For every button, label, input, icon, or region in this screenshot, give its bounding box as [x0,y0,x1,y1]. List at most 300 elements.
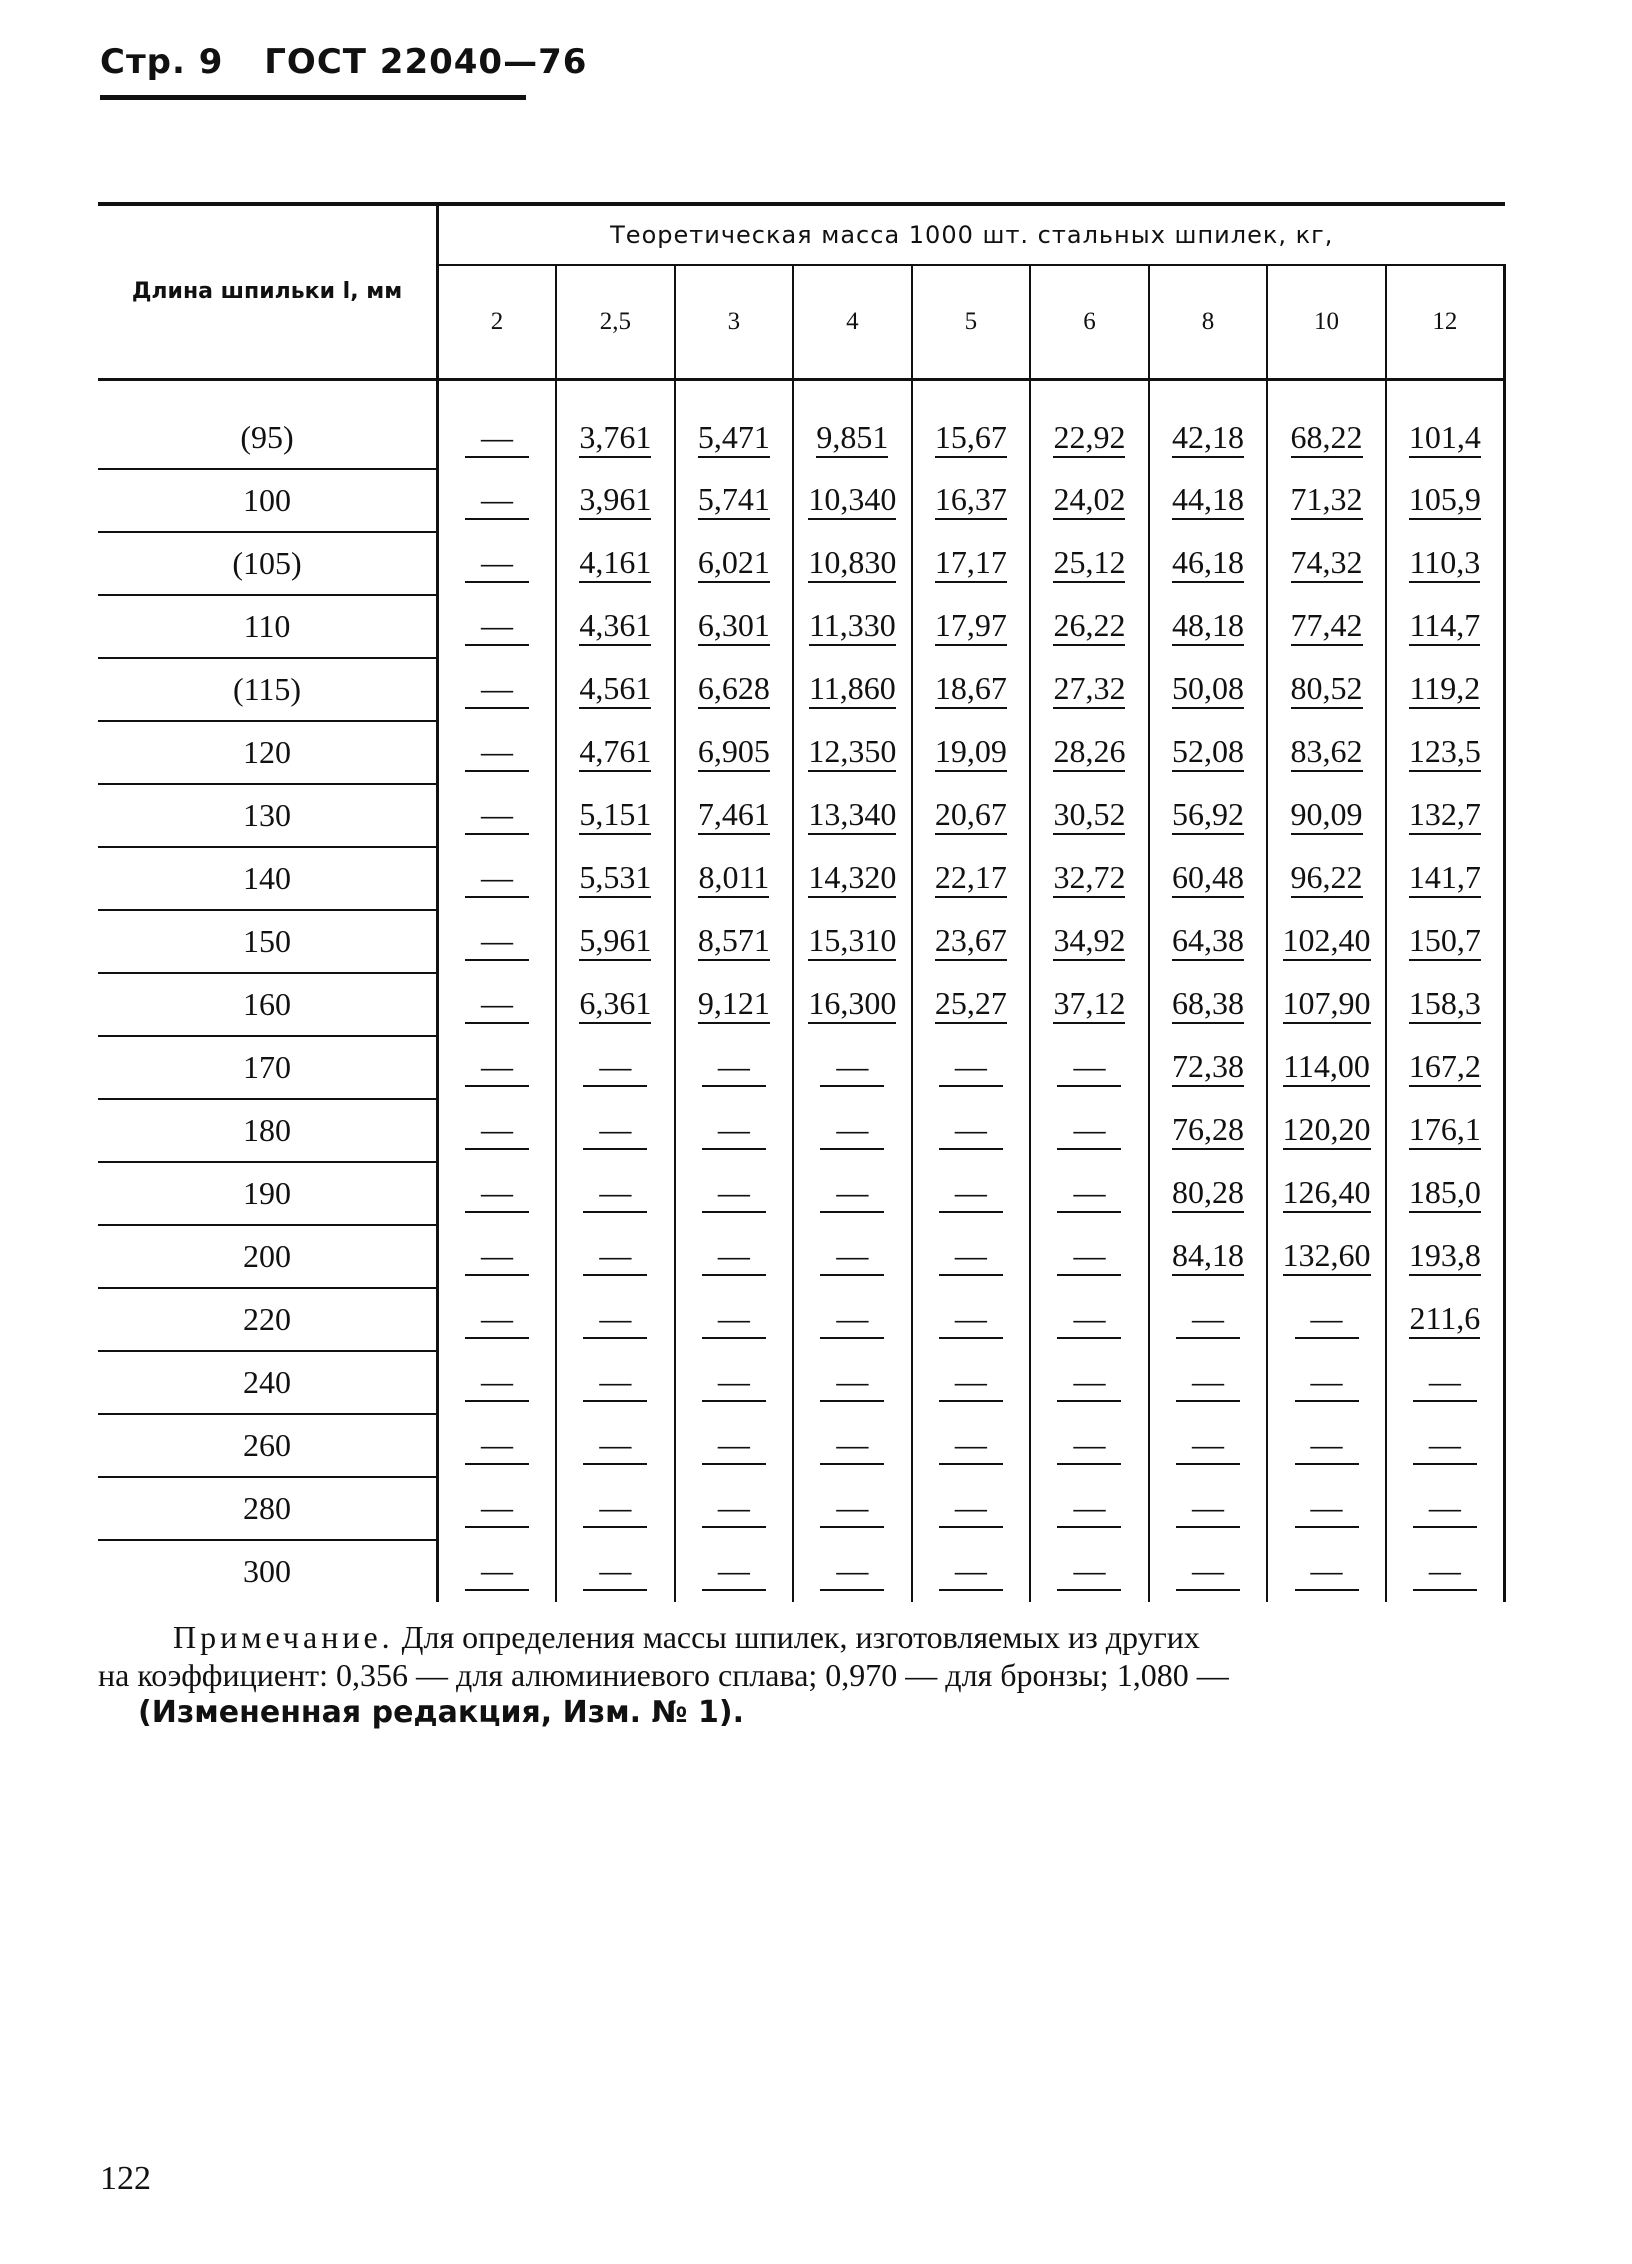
mass-cell [793,1288,912,1351]
page-label: Стр. 9 [100,42,224,82]
mass-value: — [465,1111,529,1150]
mass-cell [1267,1540,1386,1602]
mass-value: 176,1 [1409,1111,1481,1150]
mass-value: 105,9 [1409,481,1481,520]
mass-cell [1149,658,1268,721]
mass-value: — [702,1552,766,1591]
table-row [98,532,1505,595]
mass-cell [1149,595,1268,658]
mass-value: — [1057,1174,1121,1213]
mass-cell [675,784,794,847]
mass-cell [912,973,1031,1036]
mass-value: 68,22 [1291,419,1363,458]
mass-value: 23,67 [935,922,1007,961]
diameter-header: 8 [1149,265,1268,380]
page-header [100,42,615,82]
mass-cell [1386,380,1505,470]
mass-cell [1267,910,1386,973]
standard-number: ГОСТ 22040—76 [264,42,588,82]
mass-value: 6,905 [698,733,770,772]
mass-cell [793,910,912,973]
mass-cell [438,1099,557,1162]
table-body [98,380,1505,1603]
length-cell: 280 [98,1477,438,1540]
mass-value: — [1057,1048,1121,1087]
mass-value: 126,40 [1283,1174,1371,1213]
mass-value: 77,42 [1291,607,1363,646]
mass-value: — [465,1489,529,1528]
mass-value: — [465,733,529,772]
mass-cell [1386,973,1505,1036]
mass-cell [1149,910,1268,973]
mass-cell [675,380,794,470]
mass-cell [1386,1351,1505,1414]
table-row [98,1414,1505,1477]
mass-value: — [820,1174,884,1213]
mass-value: 37,12 [1053,985,1125,1024]
mass-cell [1149,1414,1268,1477]
mass-cell [912,469,1031,532]
length-cell: 190 [98,1162,438,1225]
mass-cell [556,721,675,784]
mass-cell [1267,469,1386,532]
mass-value: 22,92 [1053,419,1125,458]
mass-value: — [1057,1426,1121,1465]
mass-value: 123,5 [1409,733,1481,772]
mass-cell [1149,1225,1268,1288]
mass-cell [556,1288,675,1351]
header-rule [100,95,526,100]
mass-value: 110,3 [1409,544,1480,583]
mass-cell [1149,469,1268,532]
mass-value: 19,09 [935,733,1007,772]
mass-value: — [465,419,529,458]
mass-cell [556,1414,675,1477]
table-row [98,380,1505,470]
length-cell: (95) [98,380,438,470]
mass-value: 102,40 [1283,922,1371,961]
note-revision: (Измененная редакция, Изм. № 1). [138,1695,745,1730]
mass-cell [675,595,794,658]
mass-cell [793,973,912,1036]
mass-cell [1386,1540,1505,1602]
table-row [98,973,1505,1036]
mass-cell [438,658,557,721]
mass-cell [675,847,794,910]
mass-value: — [465,544,529,583]
mass-cell [438,1162,557,1225]
mass-cell [556,847,675,910]
length-cell: 150 [98,910,438,973]
mass-cell [438,1477,557,1540]
mass-value: 52,08 [1172,733,1244,772]
mass-value: — [939,1426,1003,1465]
mass-value: 5,741 [698,481,770,520]
mass-value: 5,961 [579,922,651,961]
mass-cell [912,532,1031,595]
length-cell: 130 [98,784,438,847]
mass-cell [1030,1540,1149,1602]
table-row [98,1162,1505,1225]
table-row [98,1351,1505,1414]
mass-cell [556,595,675,658]
mass-cell [1267,1162,1386,1225]
mass-cell [1267,532,1386,595]
mass-value: — [702,1426,766,1465]
mass-cell [438,1288,557,1351]
mass-cell [438,1414,557,1477]
mass-cell [793,1414,912,1477]
mass-value: — [702,1489,766,1528]
mass-cell [675,721,794,784]
mass-cell [1149,1099,1268,1162]
mass-cell [793,1540,912,1602]
length-cell: 180 [98,1099,438,1162]
table-row [98,1099,1505,1162]
mass-value: 3,961 [579,481,651,520]
mass-value: 4,161 [579,544,651,583]
mass-value: — [1295,1552,1359,1591]
mass-value: 120,20 [1283,1111,1371,1150]
mass-value: — [1413,1489,1477,1528]
mass-value: 16,300 [808,985,896,1024]
mass-cell [1267,1099,1386,1162]
length-column-header: Длина шпильки l, мм [98,204,438,380]
mass-cell [556,1099,675,1162]
mass-value: 6,361 [579,985,651,1024]
mass-value: — [702,1363,766,1402]
mass-cell [1030,910,1149,973]
mass-value: 16,37 [935,481,1007,520]
mass-value: — [465,922,529,961]
mass-value: — [702,1237,766,1276]
mass-value: — [702,1111,766,1150]
mass-cell [1030,973,1149,1036]
mass-cell [912,1414,1031,1477]
mass-cell [1030,532,1149,595]
mass-value: — [1176,1426,1240,1465]
mass-value: 25,12 [1053,544,1125,583]
mass-value: — [465,859,529,898]
length-cell: 120 [98,721,438,784]
mass-cell [1267,1288,1386,1351]
diameter-header: 12 [1386,265,1505,380]
mass-cell [675,1099,794,1162]
mass-value: 4,361 [579,607,651,646]
mass-value: 34,92 [1053,922,1125,961]
mass-value: 80,28 [1172,1174,1244,1213]
mass-value: 8,011 [698,859,769,898]
mass-cell [1267,1477,1386,1540]
table-row [98,1477,1505,1540]
mass-cell [793,1099,912,1162]
mass-value: 27,32 [1053,670,1125,709]
mass-value: — [1057,1300,1121,1339]
mass-value: 211,6 [1409,1300,1480,1339]
mass-cell [1386,1225,1505,1288]
mass-value: — [939,1174,1003,1213]
mass-value: — [583,1363,647,1402]
mass-cell [1386,532,1505,595]
mass-cell [1030,1225,1149,1288]
mass-value: — [583,1489,647,1528]
mass-value: 5,151 [579,796,651,835]
mass-value: — [1176,1489,1240,1528]
mass-value: — [939,1237,1003,1276]
mass-value: — [820,1111,884,1150]
mass-value: 141,7 [1409,859,1481,898]
mass-value: — [583,1111,647,1150]
mass-cell [438,784,557,847]
mass-value: — [939,1111,1003,1150]
mass-value: 119,2 [1409,670,1480,709]
mass-cell [793,784,912,847]
mass-value: — [583,1552,647,1591]
length-cell: (105) [98,532,438,595]
mass-cell [556,784,675,847]
length-cell: 240 [98,1351,438,1414]
length-cell: 200 [98,1225,438,1288]
mass-value: 64,38 [1172,922,1244,961]
mass-value: — [465,607,529,646]
table-row [98,595,1505,658]
table-row [98,910,1505,973]
mass-cell [912,1099,1031,1162]
mass-value: 83,62 [1291,733,1363,772]
mass-cell [556,973,675,1036]
mass-cell [1386,1099,1505,1162]
mass-cell [438,1225,557,1288]
mass-value: 132,7 [1409,796,1481,835]
length-cell: 110 [98,595,438,658]
mass-cell [1149,1288,1268,1351]
mass-cell [793,1036,912,1099]
mass-value: 12,350 [808,733,896,772]
mass-cell [1386,1036,1505,1099]
length-cell: 260 [98,1414,438,1477]
mass-cell [675,973,794,1036]
mass-value: 84,18 [1172,1237,1244,1276]
mass-value: — [1057,1237,1121,1276]
mass-value: 71,32 [1291,481,1363,520]
mass-cell [1149,380,1268,470]
mass-cell [556,380,675,470]
length-cell: 220 [98,1288,438,1351]
mass-value: — [465,1363,529,1402]
mass-value: 28,26 [1053,733,1125,772]
mass-value: 46,18 [1172,544,1244,583]
mass-cell [1386,1162,1505,1225]
mass-cell [912,658,1031,721]
mass-value: 107,90 [1283,985,1371,1024]
mass-cell [438,380,557,470]
mass-cell [1030,1351,1149,1414]
mass-cell [912,1351,1031,1414]
mass-value: — [1057,1489,1121,1528]
page-number: 122 [100,2160,151,2197]
mass-value: — [1295,1300,1359,1339]
mass-value: 60,48 [1172,859,1244,898]
mass-cell [793,595,912,658]
table-row [98,1036,1505,1099]
mass-cell [438,973,557,1036]
mass-cell [438,1351,557,1414]
mass-cell [1267,1351,1386,1414]
mass-cell [1149,784,1268,847]
mass-cell [675,532,794,595]
mass-cell [793,721,912,784]
mass-value: 32,72 [1053,859,1125,898]
mass-cell [1030,1414,1149,1477]
mass-value: 56,92 [1172,796,1244,835]
mass-value: 5,471 [698,419,770,458]
mass-value: 167,2 [1409,1048,1481,1087]
mass-value: 5,531 [579,859,651,898]
mass-value: 9,851 [816,419,888,458]
mass-cell [1386,595,1505,658]
mass-value: — [465,1552,529,1591]
mass-value: 20,67 [935,796,1007,835]
mass-value: 42,18 [1172,419,1244,458]
mass-value: 4,761 [579,733,651,772]
mass-value: — [820,1552,884,1591]
mass-cell [793,1351,912,1414]
mass-cell [912,1288,1031,1351]
mass-cell [675,469,794,532]
mass-value: — [702,1048,766,1087]
mass-value: — [1057,1552,1121,1591]
table-row [98,1540,1505,1602]
mass-cell [912,1225,1031,1288]
mass-value: 22,17 [935,859,1007,898]
mass-cell [675,1477,794,1540]
mass-cell [556,532,675,595]
mass-cell [912,380,1031,470]
mass-cell [438,469,557,532]
diameter-header: 6 [1030,265,1149,380]
mass-value: — [1295,1426,1359,1465]
mass-value: 17,17 [935,544,1007,583]
mass-value: 30,52 [1053,796,1125,835]
mass-cell [556,1225,675,1288]
mass-cell [912,784,1031,847]
mass-cell [1149,721,1268,784]
mass-value: 8,571 [698,922,770,961]
mass-value: — [465,796,529,835]
mass-cell [1030,847,1149,910]
mass-value: 132,60 [1283,1237,1371,1276]
mass-value: — [702,1174,766,1213]
mass-cell [793,658,912,721]
mass-value: — [1413,1426,1477,1465]
table-header [98,204,1505,380]
mass-value: 96,22 [1291,859,1363,898]
mass-cell [1267,847,1386,910]
mass-cell [675,1288,794,1351]
mass-cell [793,1225,912,1288]
mass-cell [793,1477,912,1540]
mass-cell [438,595,557,658]
mass-value: 80,52 [1291,670,1363,709]
mass-cell [912,1477,1031,1540]
mass-value: — [820,1426,884,1465]
mass-cell [793,532,912,595]
mass-value: 76,28 [1172,1111,1244,1150]
mass-cell [1030,658,1149,721]
mass-value: — [939,1489,1003,1528]
mass-cell [793,380,912,470]
mass-cell [912,721,1031,784]
mass-value: — [465,1426,529,1465]
mass-cell [1267,380,1386,470]
mass-value: — [820,1048,884,1087]
diameter-header: 2,5 [556,265,675,380]
mass-value: 72,38 [1172,1048,1244,1087]
mass-cell [1149,1540,1268,1602]
mass-value: — [1295,1363,1359,1402]
mass-value: 18,67 [935,670,1007,709]
mass-cell [1267,1036,1386,1099]
mass-value: — [939,1363,1003,1402]
mass-value: — [1176,1363,1240,1402]
mass-cell [438,1540,557,1602]
diameter-header: 10 [1267,265,1386,380]
mass-value: 26,22 [1053,607,1125,646]
mass-value: — [583,1174,647,1213]
note-label: Примечание. [173,1619,394,1655]
mass-value: — [1057,1111,1121,1150]
mass-group-header: Теоретическая масса 1000 шт. стальных шпилек, кг, [438,204,1505,265]
mass-cell [1386,721,1505,784]
table-row [98,469,1505,532]
mass-value: — [939,1300,1003,1339]
mass-cell [1267,721,1386,784]
mass-cell [1030,380,1149,470]
mass-cell [1149,1162,1268,1225]
mass-cell [438,721,557,784]
mass-value: 185,0 [1409,1174,1481,1213]
diameter-header: 2 [438,265,557,380]
mass-cell [1030,784,1149,847]
mass-cell [438,1036,557,1099]
length-cell: 140 [98,847,438,910]
mass-cell [556,658,675,721]
mass-cell [1149,847,1268,910]
mass-value: 13,340 [808,796,896,835]
mass-value: — [583,1237,647,1276]
mass-cell [793,847,912,910]
mass-value: 4,561 [579,670,651,709]
mass-cell [1386,847,1505,910]
mass-cell [1386,1477,1505,1540]
mass-cell [438,847,557,910]
mass-cell [1030,595,1149,658]
mass-cell [912,595,1031,658]
mass-table [98,202,1506,1602]
mass-cell [912,847,1031,910]
table-row [98,721,1505,784]
mass-value: 48,18 [1172,607,1244,646]
mass-cell [1149,973,1268,1036]
length-cell: (115) [98,658,438,721]
mass-cell [912,1036,1031,1099]
mass-cell [1267,595,1386,658]
mass-value: — [1176,1552,1240,1591]
mass-value: 10,830 [808,544,896,583]
mass-value: — [1295,1489,1359,1528]
mass-cell [1386,784,1505,847]
mass-cell [1030,1162,1149,1225]
